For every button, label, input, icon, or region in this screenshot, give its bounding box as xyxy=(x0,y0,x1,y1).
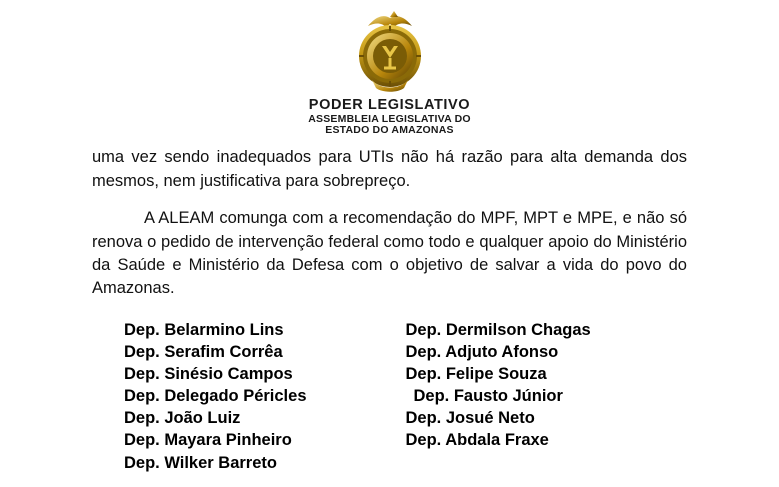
list-item: Dep. Fausto Júnior xyxy=(413,387,563,406)
list-item: Dep. Adjuto Afonso xyxy=(405,342,559,361)
list-item: Dep. Serafim Corrêa xyxy=(124,342,283,361)
list-item: Dep. Mayara Pinheiro xyxy=(124,431,292,450)
list-item: Dep. Sinésio Campos xyxy=(124,365,293,384)
list-item: Dep. Josué Neto xyxy=(405,409,535,428)
paragraph-aleam: A ALEAM comunga com a recomendação do MPF, MPT e MPE, e não só renova o pedido de intervenção federal como todo e qualquer apoio do Ministério da Saúde e Ministério da Defesa com o objetivo de salvar a vida do povo do Amazonas. xyxy=(92,209,687,298)
document-body xyxy=(0,136,779,473)
signature-column-left xyxy=(124,319,406,474)
header-subtitle-estado: ESTADO DO AMAZONAS xyxy=(325,123,454,136)
list-item: Dep. João Luiz xyxy=(124,409,241,428)
list-item: Dep. Delegado Péricles xyxy=(124,387,307,406)
document-header xyxy=(0,0,779,136)
list-item: Dep. Abdala Fraxe xyxy=(405,431,549,450)
list-item: Dep. Dermilson Chagas xyxy=(405,320,591,339)
signature-list xyxy=(92,319,687,474)
list-item: Dep. Wilker Barreto xyxy=(124,453,277,472)
signature-column-right xyxy=(406,319,688,474)
aleam-coat-of-arms-icon xyxy=(338,8,442,96)
list-item: Dep. Felipe Souza xyxy=(405,365,547,384)
header-subtitle-assembleia: ASSEMBLEIA LEGISLATIVA DO xyxy=(308,112,471,125)
paragraph-continuation: uma vez sendo inadequados para UTIs não há razão para alta demanda dos mesmos, nem justificativa para sobrepreço. xyxy=(92,148,687,190)
list-item: Dep. Belarmino Lins xyxy=(124,320,284,339)
header-text-block xyxy=(308,98,471,136)
header-title-poder-legislativo: PODER LEGISLATIVO xyxy=(308,97,471,113)
